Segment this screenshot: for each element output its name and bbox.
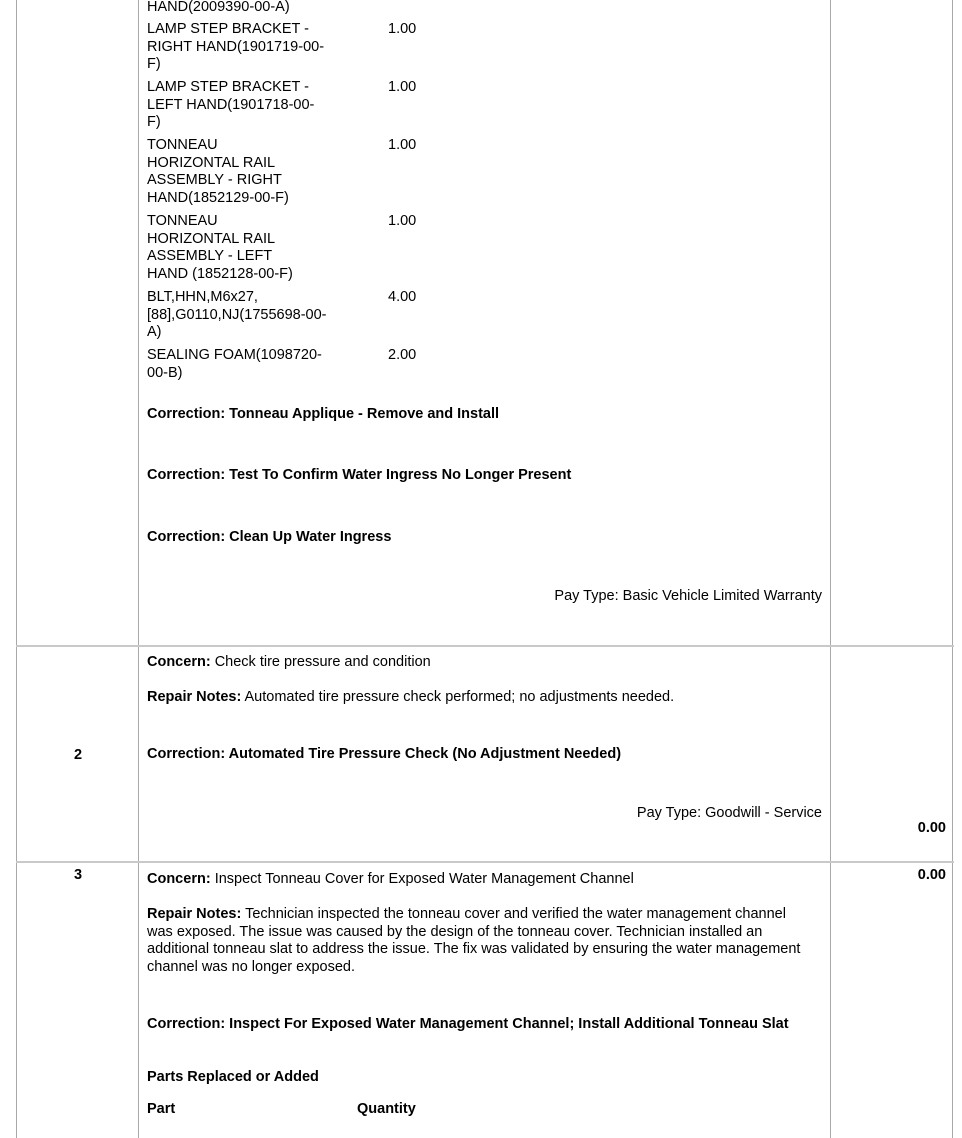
- correction-text: Correction: Clean Up Water Ingress: [147, 529, 392, 545]
- column-divider-amount: [830, 0, 831, 1138]
- line-amount: 0.00: [917, 867, 946, 883]
- repair-notes-label: Repair Notes:: [147, 906, 242, 922]
- repair-notes-text: Technician inspected the tonneau cover and verified the water management channel was exposed. The issue was caused by the design of the tonneau cover. Technician installed an additional tonneau slat to address the issue. The fix was validated by ensuring the water management channel was no longer exposed.: [147, 906, 801, 975]
- part-name: LAMP STEP BRACKET - LEFT HAND(1901718-00-F): [147, 79, 315, 130]
- part-quantity: 4.00: [388, 289, 417, 305]
- row-divider-2: [16, 861, 954, 863]
- repair-notes-text: Automated tire pressure check performed; no adjustments needed.: [244, 689, 675, 705]
- correction-text: Correction: Inspect For Exposed Water Management Channel; Install Additional Tonneau Slat: [147, 1016, 789, 1032]
- part-name: TONNEAU HORIZONTAL RAIL ASSEMBLY - LEFT HAND (1852128-00-F): [147, 213, 293, 282]
- part-name: HAND(2009390-00-A): [147, 0, 290, 15]
- line-number: 2: [73, 747, 83, 763]
- concern: [147, 654, 817, 672]
- concern-label: Concern:: [147, 871, 211, 887]
- part-name: SEALING FOAM(1098720-00-B): [147, 347, 322, 381]
- correction-text: Correction: Automated Tire Pressure Check (No Adjustment Needed): [147, 746, 622, 762]
- repair-notes-label: Repair Notes:: [147, 689, 242, 705]
- concern-text: Check tire pressure and condition: [214, 654, 431, 670]
- correction-text: Correction: Tonneau Applique - Remove and Install: [147, 406, 500, 422]
- part-quantity: 1.00: [388, 137, 417, 153]
- part-quantity: 1.00: [388, 213, 417, 229]
- concern: [147, 871, 817, 889]
- part-name: LAMP STEP BRACKET - RIGHT HAND(1901719-00-F): [147, 21, 325, 72]
- parts-heading: Parts Replaced or Added: [147, 1069, 319, 1085]
- part-quantity: 1.00: [388, 21, 417, 37]
- column-divider-number: [138, 0, 139, 1138]
- repair-notes: [147, 906, 807, 976]
- pay-type: Pay Type: Goodwill - Service: [636, 805, 822, 821]
- row-divider-1: [16, 645, 954, 647]
- part-quantity: 2.00: [388, 347, 417, 363]
- table-border-left: [16, 0, 17, 1138]
- column-header-quantity: Quantity: [357, 1101, 416, 1117]
- line-amount: 0.00: [917, 820, 946, 836]
- repair-notes: [147, 689, 817, 707]
- table-border-right: [952, 0, 953, 1138]
- pay-type: Pay Type: Basic Vehicle Limited Warranty: [554, 588, 822, 604]
- part-quantity: 1.00: [388, 79, 417, 95]
- correction-text: Correction: Test To Confirm Water Ingress No Longer Present: [147, 467, 572, 483]
- part-name: TONNEAU HORIZONTAL RAIL ASSEMBLY - RIGHT HAND(1852129-00-F): [147, 137, 289, 206]
- column-header-part: Part: [147, 1101, 176, 1117]
- concern-text: Inspect Tonneau Cover for Exposed Water Management Channel: [214, 871, 634, 887]
- line-number: 3: [73, 867, 83, 883]
- part-name: BLT,HHN,M6x27,[88],G0110,NJ(1755698-00-A): [147, 289, 327, 340]
- concern-label: Concern:: [147, 654, 211, 670]
